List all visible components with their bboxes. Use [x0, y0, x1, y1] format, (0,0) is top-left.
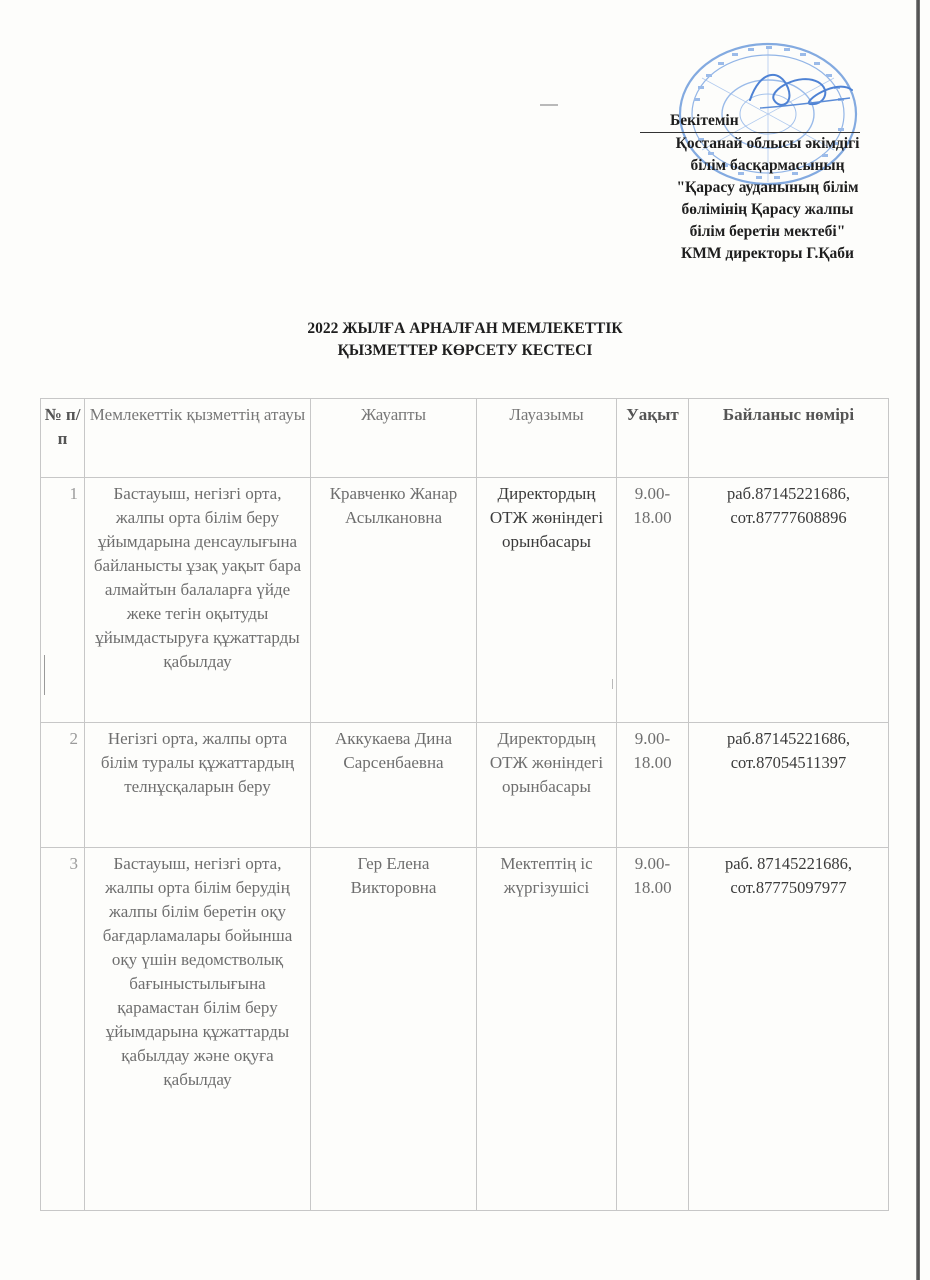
contact-mobile: сот.87775097977 [730, 878, 847, 897]
title-line-2: ҚЫЗМЕТТЕР КӨРСЕТУ КЕСТЕСІ [337, 342, 593, 359]
approval-line: бөлімінің Қарасу жалпы [681, 201, 854, 218]
row-responsible: Гер Елена Викторовна [311, 848, 477, 1211]
approval-block [640, 110, 895, 265]
header-number: № п/п [41, 399, 85, 478]
table-row [41, 723, 889, 848]
row-responsible: Аккукаева Дина Сарсенбаевна [311, 723, 477, 848]
approval-director: КММ директоры Г.Қаби [681, 245, 854, 262]
header-service-name: Мемлекеттік қызметтің атауы [85, 399, 311, 478]
row-time: 9.00-18.00 [617, 848, 689, 1211]
row-number: 3 [41, 848, 85, 1211]
document-title [200, 318, 730, 362]
scan-speck [540, 104, 558, 106]
row-number: 2 [41, 723, 85, 848]
contact-work: раб. 87145221686, [724, 854, 853, 873]
row-service: Бастауыш, негізгі орта, жалпы орта білім беру ұйымдарына денсаулығына байланысты ұзақ уақыт бара алмайтын балаларға үйде жеке тегін оқытуды ұйымдастыруға құжаттарды қабылдау [85, 478, 311, 723]
approval-line: білім басқармасының [690, 157, 845, 174]
table-row [41, 478, 889, 723]
contact-work: раб.87145221686, [727, 484, 850, 503]
row-position: Директордың ОТЖ жөніндегі орынбасары [477, 478, 617, 723]
approval-line: білім беретін мектебі" [689, 223, 846, 240]
row-service: Бастауыш, негізгі орта, жалпы орта білім берудің жалпы білім беретін оқу бағдарламалары бойынша оқу үшін ведомстволық бағыныстылығына қарамастан білім беру ұйымдарына құжаттарды қабылдау және оқуға қабылдау [85, 848, 311, 1211]
table-header-row [41, 399, 889, 478]
row-contact [689, 723, 889, 848]
row-contact [689, 848, 889, 1211]
row-number: 1 [41, 478, 85, 723]
approval-approve-word: Бекітемін [640, 110, 860, 133]
contact-work: раб.87145221686, [727, 729, 850, 748]
services-table [40, 398, 889, 1211]
approval-line: Қостанай облысы әкімдігі [675, 135, 860, 152]
header-time: Уақыт [617, 399, 689, 478]
row-position: Мектептің іс жүргізушісі [477, 848, 617, 1211]
row-time: 9.00-18.00 [617, 723, 689, 848]
contact-mobile: сот.87777608896 [730, 508, 847, 527]
row-time: 9.00-18.00 [617, 478, 689, 723]
table-row [41, 848, 889, 1211]
scan-edge-line [916, 0, 920, 1280]
row-responsible: Кравченко Жанар Асылкановна [311, 478, 477, 723]
approval-line: "Қарасу ауданының білім [676, 179, 859, 196]
row-position: Директордың ОТЖ жөніндегі орынбасары [477, 723, 617, 848]
header-position: Лауазымы [477, 399, 617, 478]
header-responsible: Жауапты [311, 399, 477, 478]
title-line-1: 2022 ЖЫЛҒА АРНАЛҒАН МЕМЛЕКЕТТІК [307, 320, 623, 337]
row-service: Негізгі орта, жалпы орта білім туралы құжаттардың телнұсқаларын беру [85, 723, 311, 848]
header-contact: Байланыс нөмірі [689, 399, 889, 478]
contact-mobile: сот.87054511397 [730, 753, 847, 772]
row-contact [689, 478, 889, 723]
